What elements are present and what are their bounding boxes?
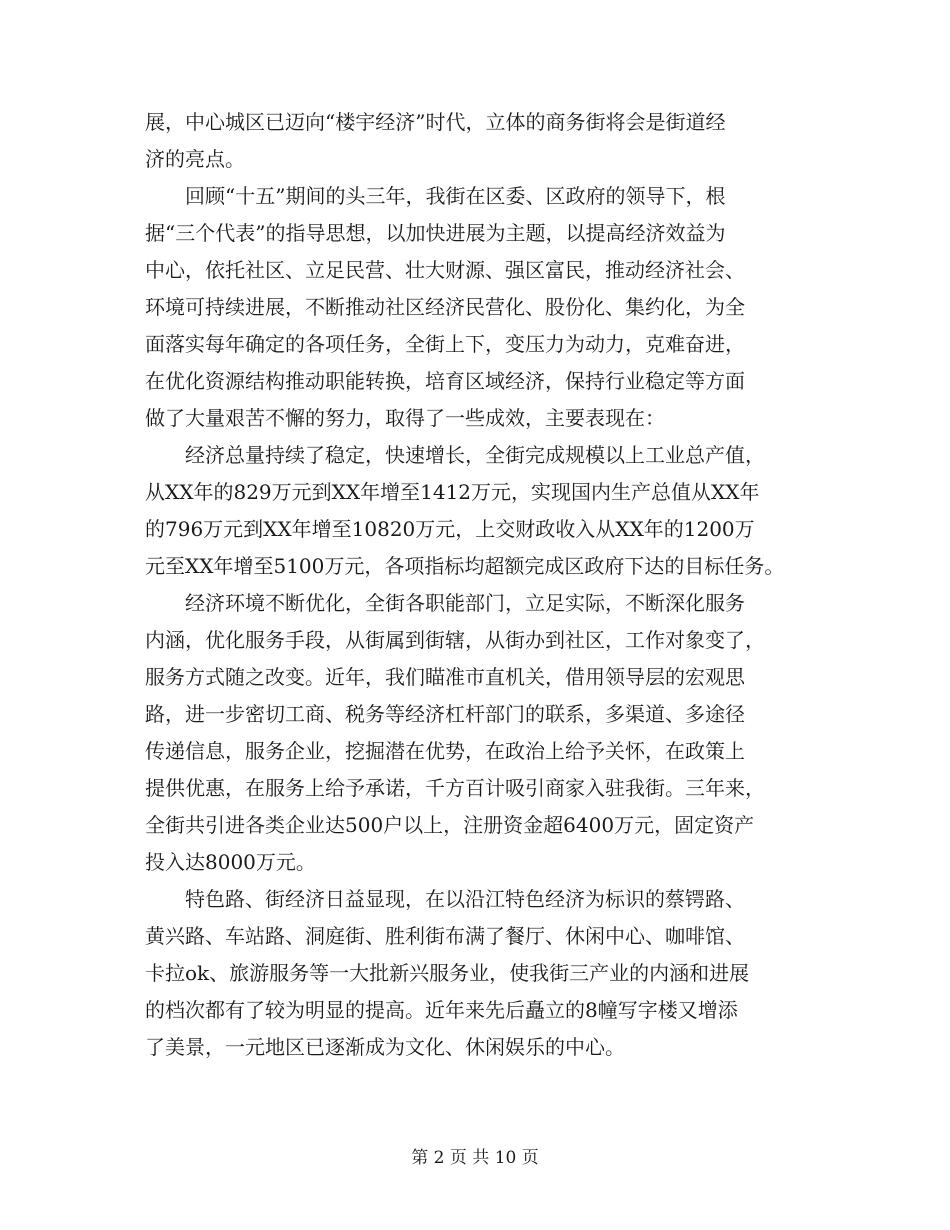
text-line: 在优化资源结构推动职能转换，培育区域经济，保持行业稳定等方面: [145, 369, 745, 393]
text-line: 元至XX年增至5100万元，各项指标均超额完成区政府下达的目标任务。: [145, 554, 785, 578]
text-line: 据“三个代表”的指导思想，以加快进展为主题，以提高经济效益为: [145, 221, 726, 245]
text-line: 中心，依托社区、立足民营、壮大财源、强区富民，推动经济社会、: [145, 258, 745, 282]
text-line: 回顾“十五”期间的头三年，我街在区委、区政府的领导下，根: [145, 184, 726, 208]
text-line: 从XX年的829万元到XX年增至1412万元，实现国内生产总值从XX年: [145, 480, 760, 504]
text-line: 内涵，优化服务手段，从街属到街辖，从街办到社区，工作对象变了，: [145, 628, 765, 652]
text-line: 经济总量持续了稳定，快速增长，全街完成规模以上工业总产值，: [145, 443, 765, 467]
text-line: 投入达8000万元。: [145, 850, 316, 874]
page-number-footer: 第 2 页 共 10 页: [411, 1148, 539, 1168]
text-line: 的档次都有了较为明显的提高。近年来先后矗立的8幢写字楼又增添: [145, 998, 738, 1022]
text-line: 全街共引进各类企业达500户以上，注册资金超6400万元，固定资产: [145, 813, 755, 837]
text-line: 卡拉ok、旅游服务等一大批新兴服务业，使我街三产业的内涵和进展: [145, 961, 750, 985]
text-line: 经济环境不断优化，全街各职能部门，立足实际，不断深化服务: [145, 591, 745, 615]
text-line: 面落实每年确定的各项任务，全街上下，变压力为动力，克难奋进，: [145, 332, 745, 356]
text-line: 的796万元到XX年增至10820万元，上交财政收入从XX年的1200万: [145, 517, 755, 541]
text-line: 环境可持续进展，不断推动社区经济民营化、股份化、集约化，为全: [145, 295, 745, 319]
text-line: 特色路、街经济日益显现，在以沿江特色经济为标识的蔡锷路、: [145, 887, 745, 911]
text-line: 提供优惠，在服务上给予承诺，千方百计吸引商家入驻我街。三年来，: [145, 776, 765, 800]
text-line: 黄兴路、车站路、洞庭街、胜利街布满了餐厅、休闲中心、咖啡馆、: [145, 924, 745, 948]
text-line: 展，中心城区已迈向“楼宇经济”时代，立体的商务街将会是街道经: [145, 110, 726, 134]
text-line: 做了大量艰苦不懈的努力，取得了一些成效，主要表现在：: [145, 406, 665, 430]
text-line: 了美景，一元地区已逐渐成为文化、休闲娱乐的中心。: [145, 1035, 625, 1059]
text-line: 济的亮点。: [145, 147, 245, 171]
text-line: 路，进一步密切工商、税务等经济杠杆部门的联系，多渠道、多途径: [145, 702, 745, 726]
text-line: 服务方式随之改变。近年，我们瞄准市直机关，借用领导层的宏观思: [145, 665, 745, 689]
text-line: 传递信息，服务企业，挖掘潜在优势，在政治上给予关怀，在政策上: [145, 739, 745, 763]
